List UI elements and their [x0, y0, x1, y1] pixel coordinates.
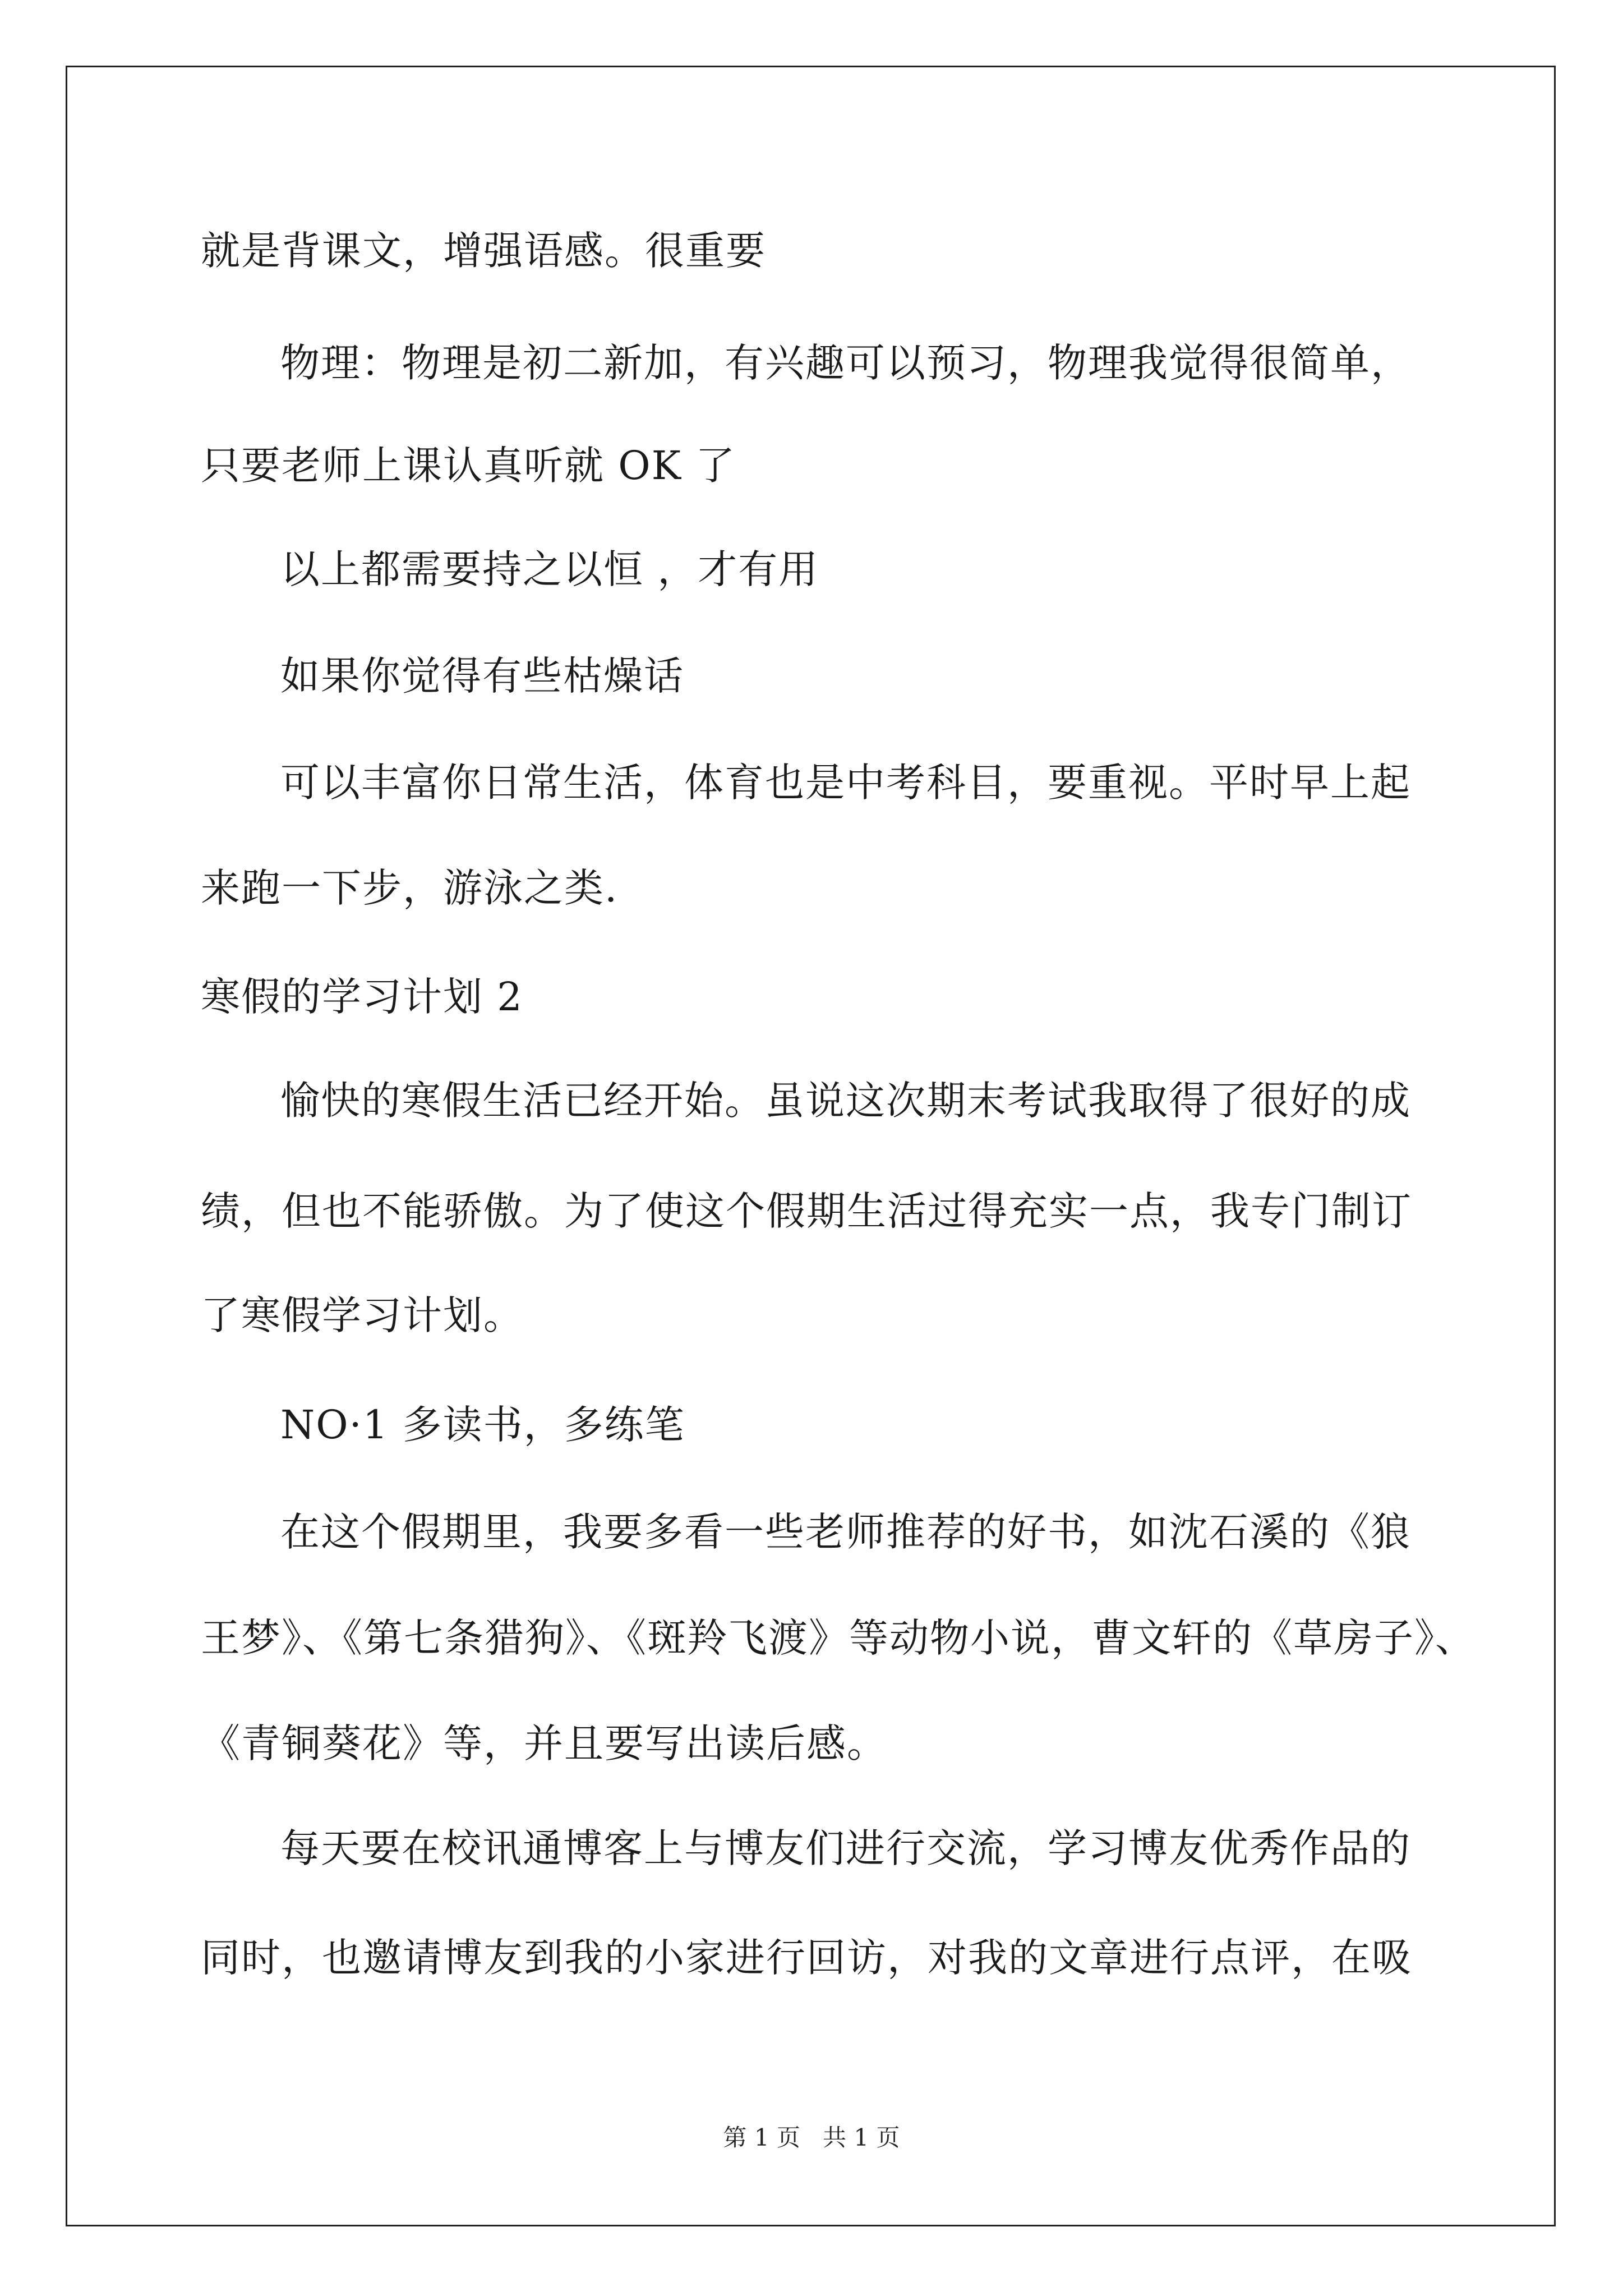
paragraph-line: 物理：物理是初二新加，有兴趣可以预习，物理我觉得很简单，: [280, 340, 1411, 386]
paragraph-line: 以上都需要持之以恒 ，才有用: [280, 546, 819, 592]
page-footer: 第 1 页 共 1 页: [723, 2124, 900, 2151]
text-line: 只要老师上课认真听就 OK 了: [201, 443, 736, 489]
text-line: 就是背课文，增强语感。很重要: [201, 228, 766, 274]
text-line: 绩，但也不能骄傲。为了使这个假期生活过得充实一点，我专门制订: [201, 1188, 1412, 1234]
text-line: 同时，也邀请博友到我的小家进行回访，对我的文章进行点评，在吸: [201, 1935, 1412, 1981]
text-line: 王梦》、《第七条猎狗》、《斑羚飞渡》等动物小说，曹文轩的《草房子》、: [201, 1615, 1476, 1661]
subheading: NO·1 多读书，多练笔: [280, 1402, 685, 1448]
page-border: [66, 66, 1556, 2226]
text-line: 来跑一下步，游泳之类.: [201, 865, 619, 911]
text-line: 了寒假学习计划。: [201, 1292, 524, 1338]
paragraph-line: 可以丰富你日常生活，体育也是中考科目，要重视。平时早上起: [280, 760, 1411, 806]
paragraph-line: 如果你觉得有些枯燥话: [280, 653, 684, 699]
paragraph-line: 每天要在校讯通博客上与博友们进行交流，学习博友优秀作品的: [280, 1825, 1411, 1871]
paragraph-line: 愉快的寒假生活已经开始。虽说这次期末考试我取得了很好的成: [280, 1078, 1411, 1124]
section-heading: 寒假的学习计划 2: [201, 974, 523, 1020]
text-line: 《青铜葵花》等，并且要写出读后感。: [201, 1720, 887, 1766]
paragraph-line: 在这个假期里，我要多看一些老师推荐的好书，如沈石溪的《狼: [280, 1509, 1411, 1555]
